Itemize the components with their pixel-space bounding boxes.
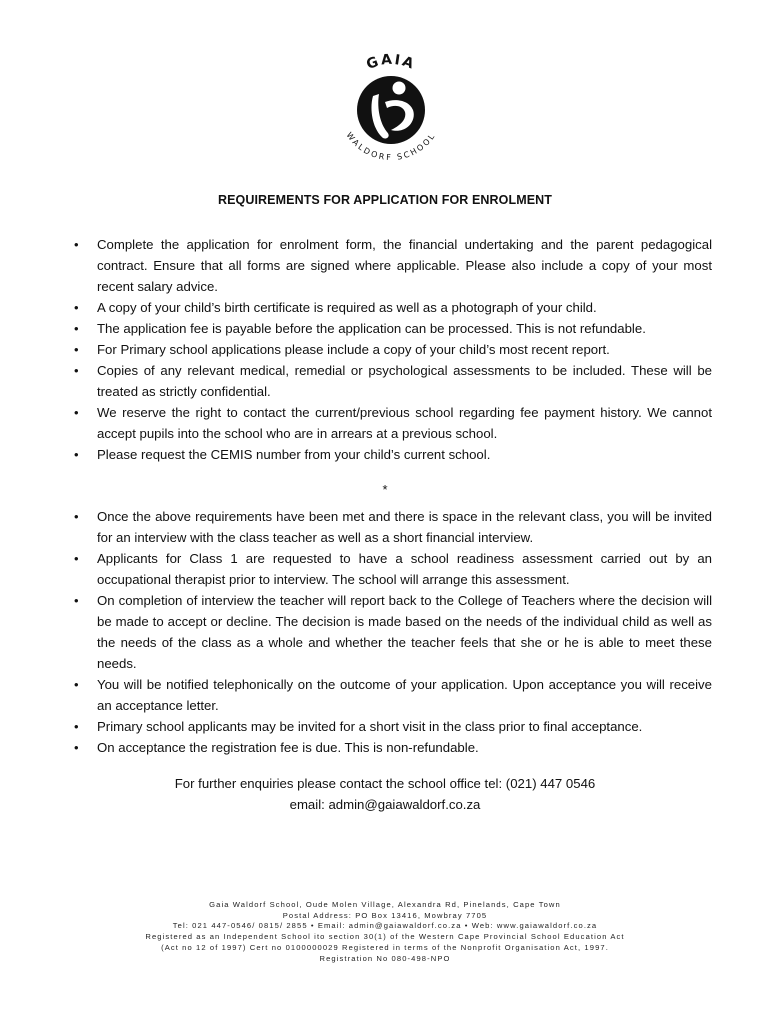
list-item: • For Primary school applications please include a copy of your child’s most recent report. — [97, 339, 712, 360]
logo-top-text: GAIA — [364, 51, 418, 74]
letterhead-footer — [0, 900, 770, 964]
footer-line: Tel: 021 447-0546/ 0815/ 2855 • Email: admin@gaiawaldorf.co.za • Web: www.gaiawaldorf.co.za — [172, 921, 598, 931]
list-item: • Copies of any relevant medical, remedial or psychological assessments to be included. These will be treated as strictly confidential. — [97, 360, 712, 402]
logo-bottom-text: WALDORF SCHOOL — [344, 130, 438, 163]
footer-line: Registration No 080-498-NPO — [319, 953, 451, 963]
list-item: • You will be notified telephonically on the outcome of your application. Upon acceptance you will receive an acceptance letter. — [97, 674, 712, 716]
list-item: • Primary school applicants may be invited for a short visit in the class prior to final acceptance. — [97, 716, 712, 737]
footer-line: Postal Address: PO Box 13416, Mowbray 7705 — [282, 910, 488, 920]
list-item: • A copy of your child’s birth certificate is required as well as a photograph of your child. — [97, 297, 712, 318]
gaia-figure-icon — [327, 50, 455, 168]
list-item: • On acceptance the registration fee is due. This is non-refundable. — [97, 737, 712, 758]
footer-line: Registered as an Independent School ito section 30(1) of the Western Cape Provincial School Education Act — [145, 932, 625, 942]
process-list — [97, 506, 712, 758]
contact-email-line: email: admin@gaiawaldorf.co.za — [289, 797, 481, 812]
requirements-list — [97, 234, 712, 465]
list-item: • Please request the CEMIS number from your child’s current school. — [97, 444, 712, 465]
svg-text:GAIA — [364, 52, 417, 73]
footer-line: (Act no 12 of 1997) Cert no 0100000029 Registered in terms of the Nonprofit Organisation Act, 1997. — [161, 942, 609, 952]
list-item: • Complete the application for enrolment form, the financial undertaking and the parent pedagogical contract. Ensure that all forms are signed where applicable. Please also include a copy of your most recent salary advice. — [97, 234, 712, 297]
contact-phone-line: For further enquiries please contact the school office tel: (021) 447 0546 — [174, 776, 596, 791]
school-logo — [327, 50, 455, 168]
footer-line: Gaia Waldorf School, Oude Molen Village, Alexandra Rd, Pinelands, Cape Town — [209, 900, 561, 909]
page-title: REQUIREMENTS FOR APPLICATION FOR ENROLMENT — [217, 193, 553, 207]
list-item: • On completion of interview the teacher will report back to the College of Teachers where the decision will be made to accept or decline. The decision is made based on the needs of the individual child as well as the needs of the class as a whole and whether the teacher feels that she or he is able to meet these needs. — [97, 590, 712, 674]
list-item: • We reserve the right to contact the current/previous school regarding fee payment history. We cannot accept pupils into the school who are in arrears at a previous school. — [97, 402, 712, 444]
section-separator: * — [382, 482, 388, 497]
list-item: • The application fee is payable before the application can be processed. This is not refundable. — [97, 318, 712, 339]
list-item: • Applicants for Class 1 are requested to have a school readiness assessment carried out by an occupational therapist prior to interview. The school will arrange this assessment. — [97, 548, 712, 590]
list-item: • Once the above requirements have been met and there is space in the relevant class, you will be invited for an interview with the class teacher as well as a short financial interview. — [97, 506, 712, 548]
